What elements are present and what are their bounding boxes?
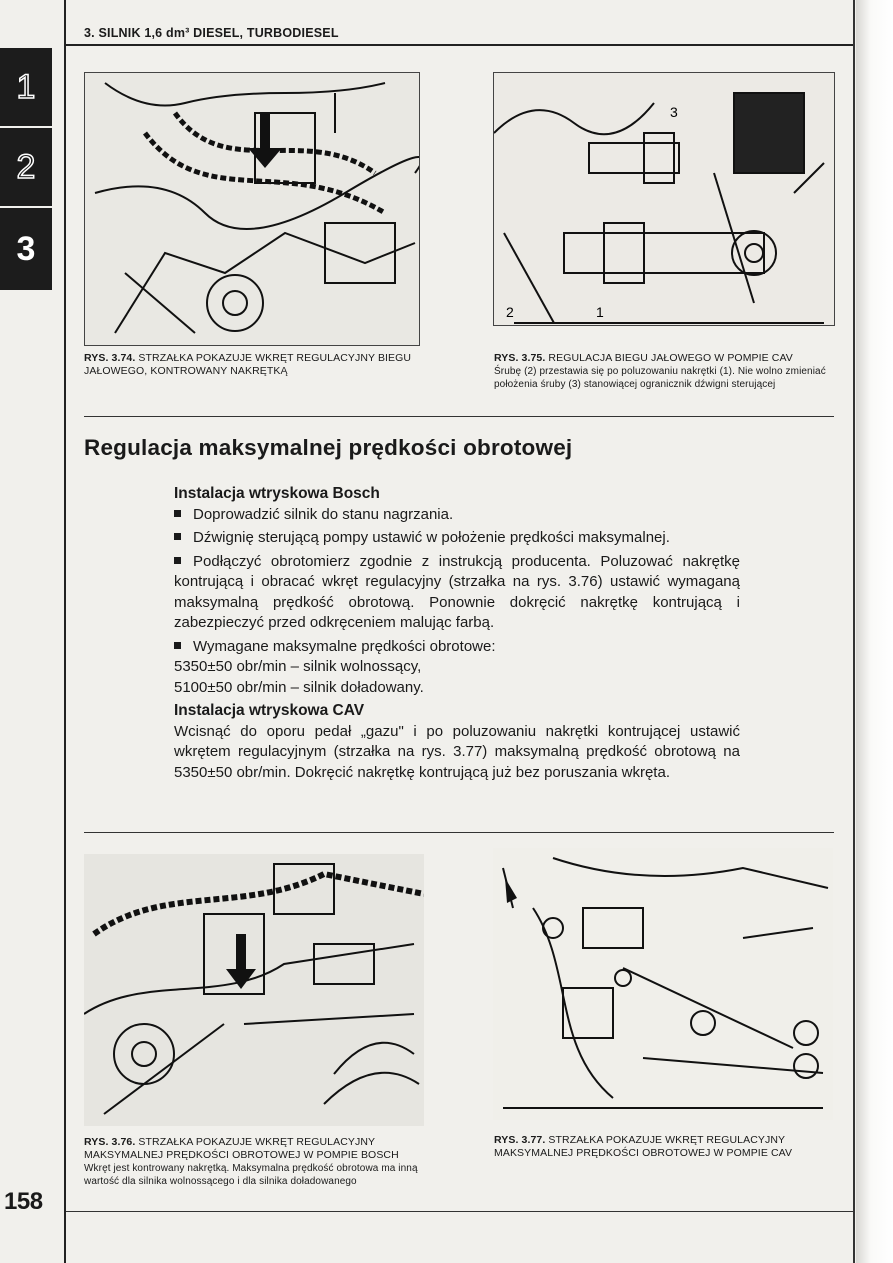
left-margin-rule (64, 0, 66, 1263)
section-body (174, 484, 740, 786)
page-edge-shadow (856, 0, 893, 1263)
figure-3-76-photo (84, 854, 424, 1126)
footer-rule (66, 1211, 853, 1212)
chapter-tab-2[interactable]: 2 (0, 128, 52, 206)
figure-3-77-caption: RYS. 3.77. STRZAŁKA POKAZUJE WKRĘT REGULACYJNY MAKSYMALNEJ PRĘDKOŚCI OBROTOWEJ W POMPIE CAV (494, 1134, 793, 1159)
chapter-tab-3-active[interactable]: 3 (0, 208, 52, 290)
bullet-icon (174, 533, 181, 540)
speed-value: 5350±50 obr/min – silnik wolnossący, (174, 658, 422, 675)
figure-3-74-photo (84, 72, 420, 346)
cav-paragraph: Wcisnąć do oporu pedał „gazu" i po poluzowaniu nakrętki kontrującej ustawić wkrętem regulacyjnym (strzałka na rys. 3.77) maksymalną prędkość obrotową na 5350±50 obr/min. Dokręcić nakrętkę kontrującą już bez poruszania wkręta. (174, 722, 740, 781)
bullet-icon (174, 642, 181, 649)
figure-3-75-photo (493, 72, 835, 326)
section-title: Regulacja maksymalnej prędkości obrotowej (84, 435, 573, 460)
figure-3-74-caption: RYS. 3.74. STRZAŁKA POKAZUJE WKRĘT REGULACYJNY BIEGU JAŁOWEGO, KONTROWANY NAKRĘTKĄ (84, 352, 412, 377)
list-item: Dźwignię sterującą pompy ustawić w położenie prędkości maksymalnej. (174, 528, 740, 549)
bullet-icon (174, 510, 181, 517)
section-separator-bottom (84, 832, 834, 833)
right-margin-rule (853, 0, 855, 1263)
svg-text:2: 2 (506, 304, 514, 320)
figure-3-76-caption: RYS. 3.76. STRZAŁKA POKAZUJE WKRĘT REGULACYJNY MAKSYMALNEJ PRĘDKOŚCI OBROTOWEJ W POMPIE BOSCH Wkręt jest kontrowany nakrętką. Maksymalna prędkość obrotowa ma inną wartość dla silnika wolnossącego i dla silnika doładowanego (84, 1136, 418, 1187)
section-separator-top (84, 416, 834, 417)
list-item: Wymagane maksymalne prędkości obrotowe: (174, 637, 740, 658)
svg-text:1: 1 (596, 304, 604, 320)
list-item: Doprowadzić silnik do stanu nagrzania. (174, 505, 740, 526)
bosch-heading: Instalacja wtryskowa Bosch (174, 485, 380, 502)
page-number: 158 (4, 1188, 43, 1215)
bullet-icon (174, 557, 181, 564)
figure-3-77-photo (493, 848, 833, 1120)
cav-heading: Instalacja wtryskowa CAV (174, 702, 365, 719)
list-item: Podłączyć obrotomierz zgodnie z instrukcją producenta. Poluzować nakrętkę kontrującą i obracać wkręt regulacyjny (strzałka na rys. 3.76) ustawić wymaganą maksymalną prędkość obrotową. Ponownie dokręcić nakrętkę kontrującą i zabezpieczyć przed odkręceniem malując farbą. (174, 552, 740, 631)
svg-text:3: 3 (670, 104, 678, 120)
speed-value: 5100±50 obr/min – silnik doładowany. (174, 678, 424, 696)
header-rule (66, 44, 853, 46)
running-header: 3. SILNIK 1,6 dm³ DIESEL, TURBODIESEL (84, 26, 339, 40)
chapter-tab-1[interactable]: 1 (0, 48, 52, 126)
figure-3-75-caption: RYS. 3.75. REGULACJA BIEGU JAŁOWEGO W POMPIE CAV Śrubę (2) przestawia się po poluzowaniu nakrętki (1). Nie wolno zmieniać położenia śruby (3) stanowiącej ogranicznik dźwigni sterującej (494, 352, 826, 390)
